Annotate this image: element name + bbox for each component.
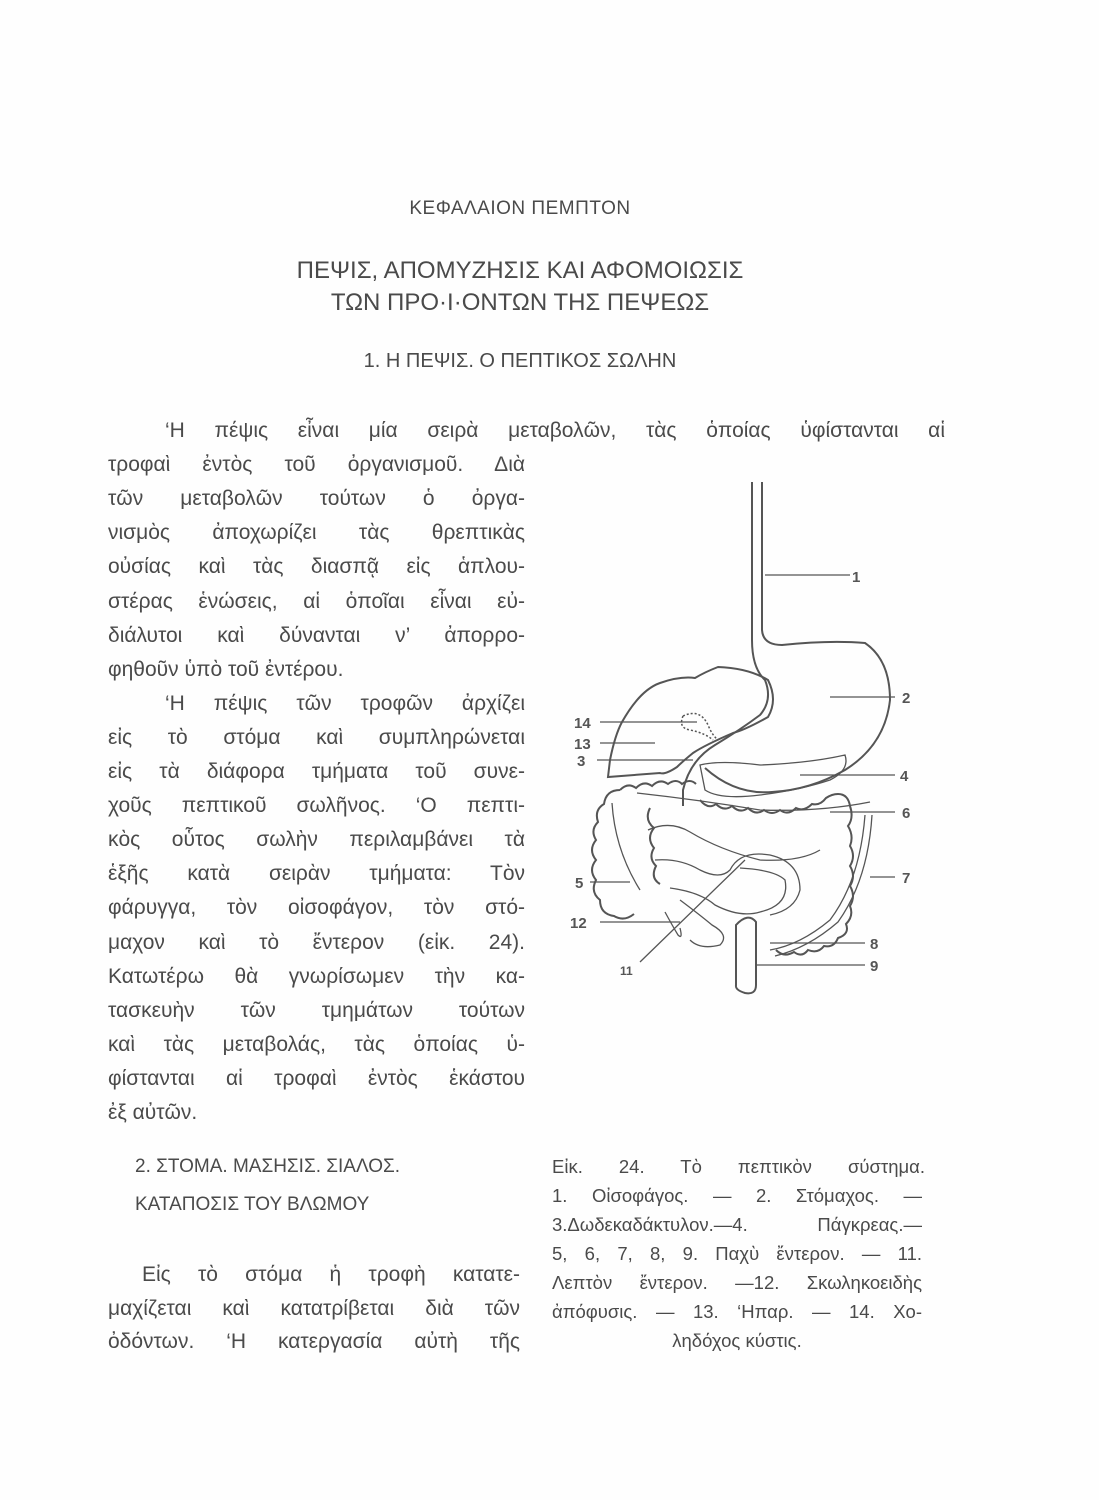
chapter-title-line-1: ΠΕΨΙΣ, ΑΠΟΜΥΖΗΣΙΣ ΚΑΙ ΑΦΟΜΟΙΩΣΙΣ [296,257,744,284]
label-2: 2 [902,690,911,707]
body-line: καὶ τὰς μεταβολάς, τὰς ὁποίας ὑ- [108,1032,525,1056]
body-line: εἰς τὸ στόμα καὶ συμπληρώνεται [108,725,525,749]
label-12: 12 [570,915,587,932]
label-8: 8 [870,936,879,953]
body-line: χοῦς πεπτικοῦ σωλῆνος. ‘Ο πεπτι- [108,794,525,818]
section-2-heading-line-1: 2. ΣΤΟΜΑ. ΜΑΣΗΣΙΣ. ΣΙΑΛΟΣ. [135,1156,401,1177]
label-6: 6 [902,805,911,822]
caption-line: ἀπόφυσις. — 13. ‘Ηπαρ. — 14. Χο- [552,1301,922,1322]
section-2-line: Εἰς τὸ στόμα ἡ τροφὴ κατατε- [142,1263,520,1286]
chapter-heading: ΚΕΦΑΛΑΙΟΝ ΠΕΜΠΤΟΝ [409,198,631,219]
caption-line: 3.Δωδεκαδάκτυλον.—4. Πάγκρεας.— [552,1214,922,1235]
body-line: μαχον καὶ τὸ ἔντερον (εἰκ. 24). [108,930,525,954]
ascending-colon-line [612,803,640,890]
caption-line: Λεπτὸν ἔντερον. —12. Σκωληκοειδὴς [552,1272,922,1293]
pancreas [700,755,846,797]
label-3: 3 [577,753,586,770]
label-1: 1 [852,569,861,586]
stomach-outline [705,482,890,792]
body-line: Κατωτέρω θὰ γνωρίσωμεν τὴν κα- [108,964,525,988]
section-2-heading-line-2: ΚΑΤΑΠΟΣΙΣ ΤΟΥ ΒΛΩΜΟΥ [135,1194,370,1215]
body-line: διάλυτοι καὶ δύνανται ν’ ἀπορρο- [108,623,525,647]
body-line: νισμὸς ἀποχωρίζει τὰς θρεπτικὰς [108,521,525,545]
section-2-line: ὀδόντων. ‘Η κατεργασία αὐτὴ τῆς [108,1330,520,1353]
body-line: τροφαὶ ἐντὸς τοῦ ὀργανισμοῦ. Διὰ [108,453,525,477]
section-2-line: μαχίζεται καὶ κατατρίβεται διὰ τῶν [108,1296,520,1320]
body-line: τῶν μεταβολῶν τούτων ὁ ὀργα- [108,487,525,511]
chapter-title-line-2: ΤΩΝ ΠΡΟ·Ι·ΟΝΤΩΝ ΤΗΣ ΠΕΨΕΩΣ [330,289,710,316]
body-line: φηθοῦν ὑπὸ τοῦ ἐντέρου. [108,657,344,681]
label-5: 5 [575,875,584,892]
section-1-heading: 1. Η ΠΕΨΙΣ. Ο ΠΕΠΤΙΚΟΣ ΣΩΛΗΝ [363,350,677,372]
body-line: οὐσίας καὶ τὰς διασπᾷ εἰς ἁπλου- [108,555,525,579]
body-line: φάρυγγα, τὸν οἰσοφάγον, τὸν στό- [108,896,525,920]
rectum [736,918,756,994]
caption-line: ληδόχος κύστις. [672,1330,802,1351]
body-line: ‘Η πέψις εἶναι μία σειρὰ μεταβολῶν, τὰς ὁποίας ὑφίστανται αἱ [165,419,945,442]
caption-line: 5, 6, 7, 8, 9. Παχὺ ἔντερον. — 11. [552,1243,922,1264]
esophagus [683,482,768,806]
body-line: στέρας ἑνώσεις, αἱ ὁποῖαι εἶναι εὐ- [108,589,525,613]
body-line: τασκευὴν τῶν τμημάτων τούτων [108,998,525,1022]
label-14: 14 [574,715,591,732]
body-line: ἐξ αὐτῶν. [108,1101,198,1124]
body-line: ἑξῆς κατὰ σειρὰν τμήματα: Τὸν [108,862,525,886]
body-line: κὸς οὗτος σωλὴν περιλαμβάνει τὰ [108,828,525,852]
body-line: ‘Η πέψις τῶν τροφῶν ἀρχίζει [165,691,525,715]
caption-line: Εἰκ. 24. Τὸ πεπτικὸν σύστημα. [552,1156,925,1177]
digestive-system-diagram [560,470,940,1130]
label-7: 7 [902,870,911,887]
label-4: 4 [900,768,909,785]
label-13: 13 [574,736,591,753]
body-line: εἰς τὰ διάφορα τμήματα τοῦ συνε- [108,760,525,783]
label-11: 11 [620,964,633,978]
gallbladder [682,713,718,740]
label-9: 9 [870,958,879,975]
caption-line: 1. Οἰσοφάγος. — 2. Στόμαχος. — [552,1185,922,1206]
body-line: φίστανται αἱ τροφαὶ ἐντὸς ἑκάστου [108,1066,525,1090]
large-intestine [592,781,853,955]
